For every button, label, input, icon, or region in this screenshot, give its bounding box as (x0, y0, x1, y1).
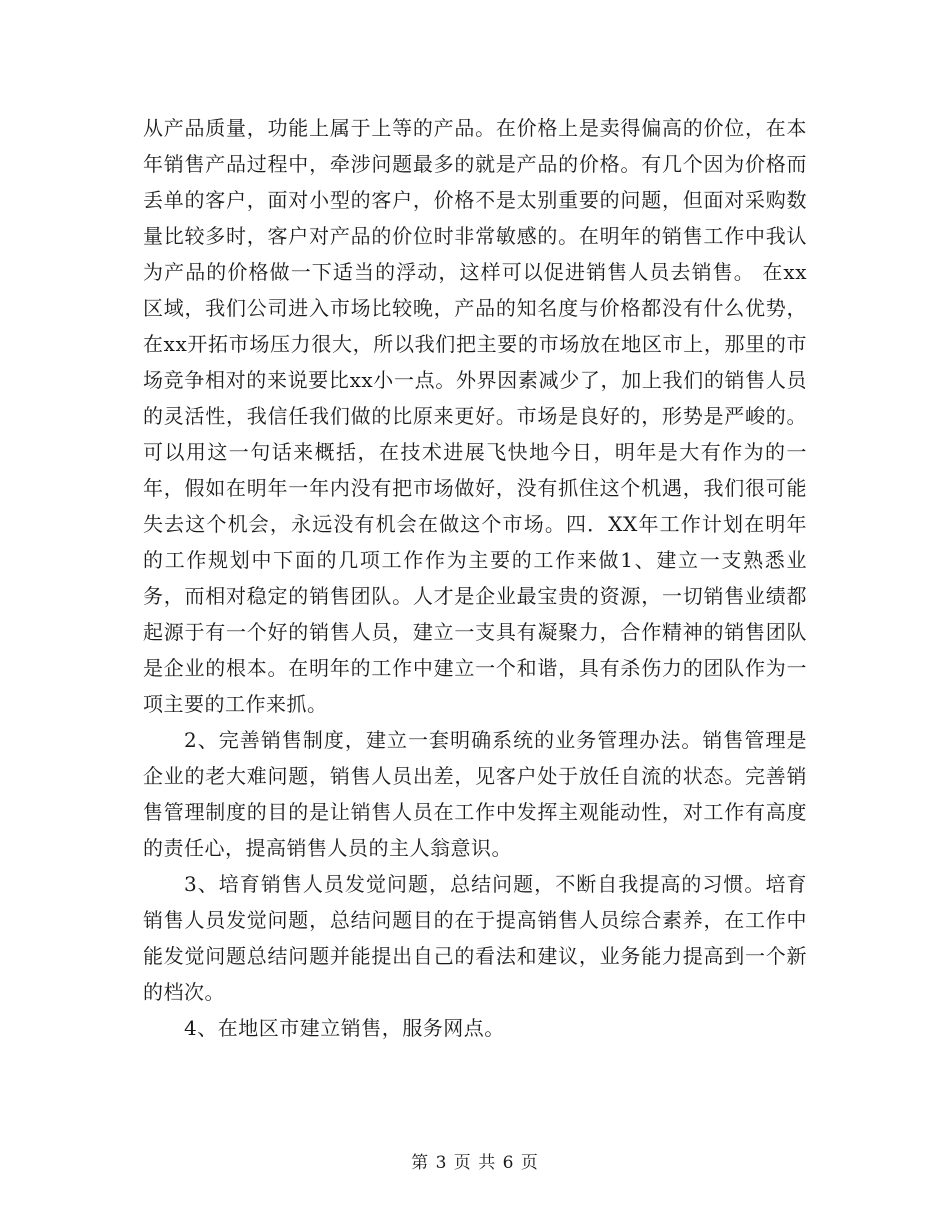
paragraph-4: 4、在地区市建立销售，服务网点。 (184, 1016, 505, 1040)
paragraph-2: 2、完善销售制度，建立一套明确系统的业务管理办法。销售管理是企业的老大难问题，销售人员出差，见客户处于放任自流的状态。完善销售管理制度的目的是让销售人员在工作中发挥主观能动性，对工作有高度的责任心，提高销售人员的主人翁意识。 (143, 728, 807, 860)
document-body (143, 110, 807, 1046)
page-number: 第 3 页 共 6 页 (411, 1153, 539, 1173)
paragraph-1: 从产品质量，功能上属于上等的产品。在价格上是卖得偏高的价位，在本年销售产品过程中，牵涉问题最多的就是产品的价格。有几个因为价格而丢单的客户，面对小型的客户，价格不是太别重要的问题，但面对采购数量比较多时，客户对产品的价位时非常敏感的。在明年的销售工作中我认为产品的价格做一下适当的浮动，这样可以促进销售人员去销售。 在xx区域，我们公司进入市场比较晚，产品的知名度与价格都没有什么优势，在xx开拓市场压力很大，所以我们把主要的市场放在地区市上，那里的市场竞争相对的来说要比xx小一点。外界因素减少了，加上我们的销售人员的灵活性，我信任我们做的比原来更好。市场是良好的，形势是严峻的。可以用这一句话来概括，在技术进展飞快地今日，明年是大有作为的一年，假如在明年一年内没有把市场做好，没有抓住这个机遇，我们很可能失去这个机会，永远没有机会在做这个市场。四．XX年工作计划在明年的工作规划中下面的几项工作作为主要的工作来做1、建立一支熟悉业务，而相对稳定的销售团队。人才是企业最宝贵的资源，一切销售业绩都起源于有一个好的销售人员，建立一支具有凝聚力，合作精神的销售团队是企业的根本。在明年的工作中建立一个和谐，具有杀伤力的团队作为一项主要的工作来抓。 (143, 116, 807, 716)
paragraph-3: 3、培育销售人员发觉问题，总结问题，不断自我提高的习惯。培育销售人员发觉问题，总结问题目的在于提高销售人员综合素养，在工作中能发觉问题总结问题并能提出自己的看法和建议，业务能力提高到一个新的档次。 (143, 872, 807, 1004)
